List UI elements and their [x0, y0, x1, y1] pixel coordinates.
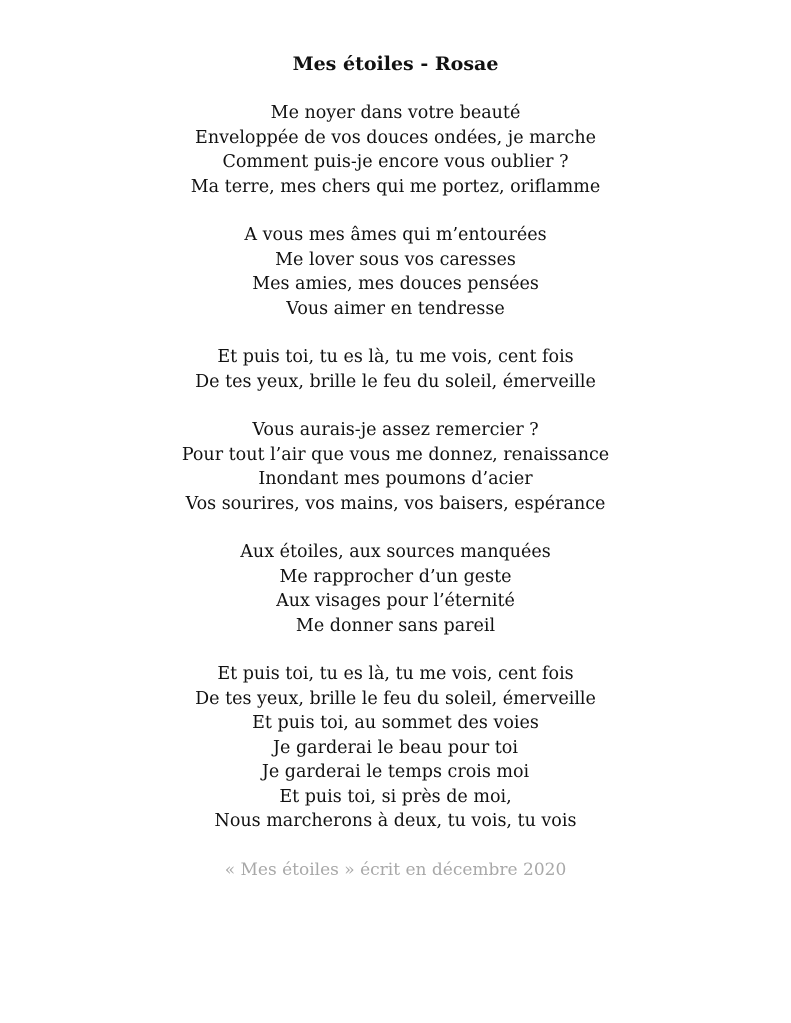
poem-line: De tes yeux, brille le feu du soleil, émerveille	[195, 688, 596, 709]
poem-line: Vos sourires, vos mains, vos baisers, espérance	[185, 493, 606, 514]
stanza-2	[0, 223, 791, 321]
poem-line: Me rapprocher d’un geste	[279, 566, 512, 587]
poem-line: Vous aurais-je assez remercier ?	[252, 420, 539, 440]
stanza-6	[0, 662, 791, 834]
poem-line: Ma terre, mes chers qui me portez, oriflamme	[190, 176, 601, 197]
stanza-4	[0, 418, 791, 516]
poem-line: Vous aimer en tendresse	[286, 298, 505, 319]
poem-line: Enveloppée de vos douces ondées, je marche	[195, 127, 596, 148]
poem-line: Et puis toi, au sommet des voies	[252, 713, 539, 733]
poem-line: De tes yeux, brille le feu du soleil, émerveille	[195, 371, 596, 392]
stanza-3	[0, 345, 791, 394]
poem-line: Et puis toi, tu es là, tu me vois, cent fois	[217, 347, 574, 367]
poem-line: Nous marcherons à deux, tu vois, tu vois	[214, 811, 577, 831]
poem-line: Aux visages pour l’éternité	[276, 591, 515, 611]
poem-line: Et puis toi, si près de moi,	[279, 786, 512, 807]
poem-line: Je garderai le beau pour toi	[273, 737, 518, 758]
poem-line: Me noyer dans votre beauté	[270, 103, 521, 123]
poem-line: Inondant mes poumons d’acier	[258, 469, 533, 489]
poem-title: Mes étoiles - Rosae	[292, 53, 499, 75]
poem-line: Mes amies, mes douces pensées	[252, 274, 539, 294]
poem-line: A vous mes âmes qui m’entourées	[244, 225, 547, 245]
poem-line: Je garderai le temps crois moi	[261, 762, 530, 782]
poem-line: Me lover sous vos caresses	[275, 249, 516, 270]
poem-line: Me donner sans pareil	[295, 615, 496, 636]
stanza-1	[0, 101, 791, 199]
poem-line: Et puis toi, tu es là, tu me vois, cent fois	[217, 664, 574, 684]
poem-line: Pour tout l’air que vous me donnez, renaissance	[181, 444, 610, 465]
poem-line: Aux étoiles, aux sources manquées	[240, 542, 551, 562]
stanza-5	[0, 540, 791, 638]
poem-footer: « Mes étoiles » écrit en décembre 2020	[224, 859, 567, 880]
poem-line: Comment puis-je encore vous oublier ?	[222, 152, 569, 172]
